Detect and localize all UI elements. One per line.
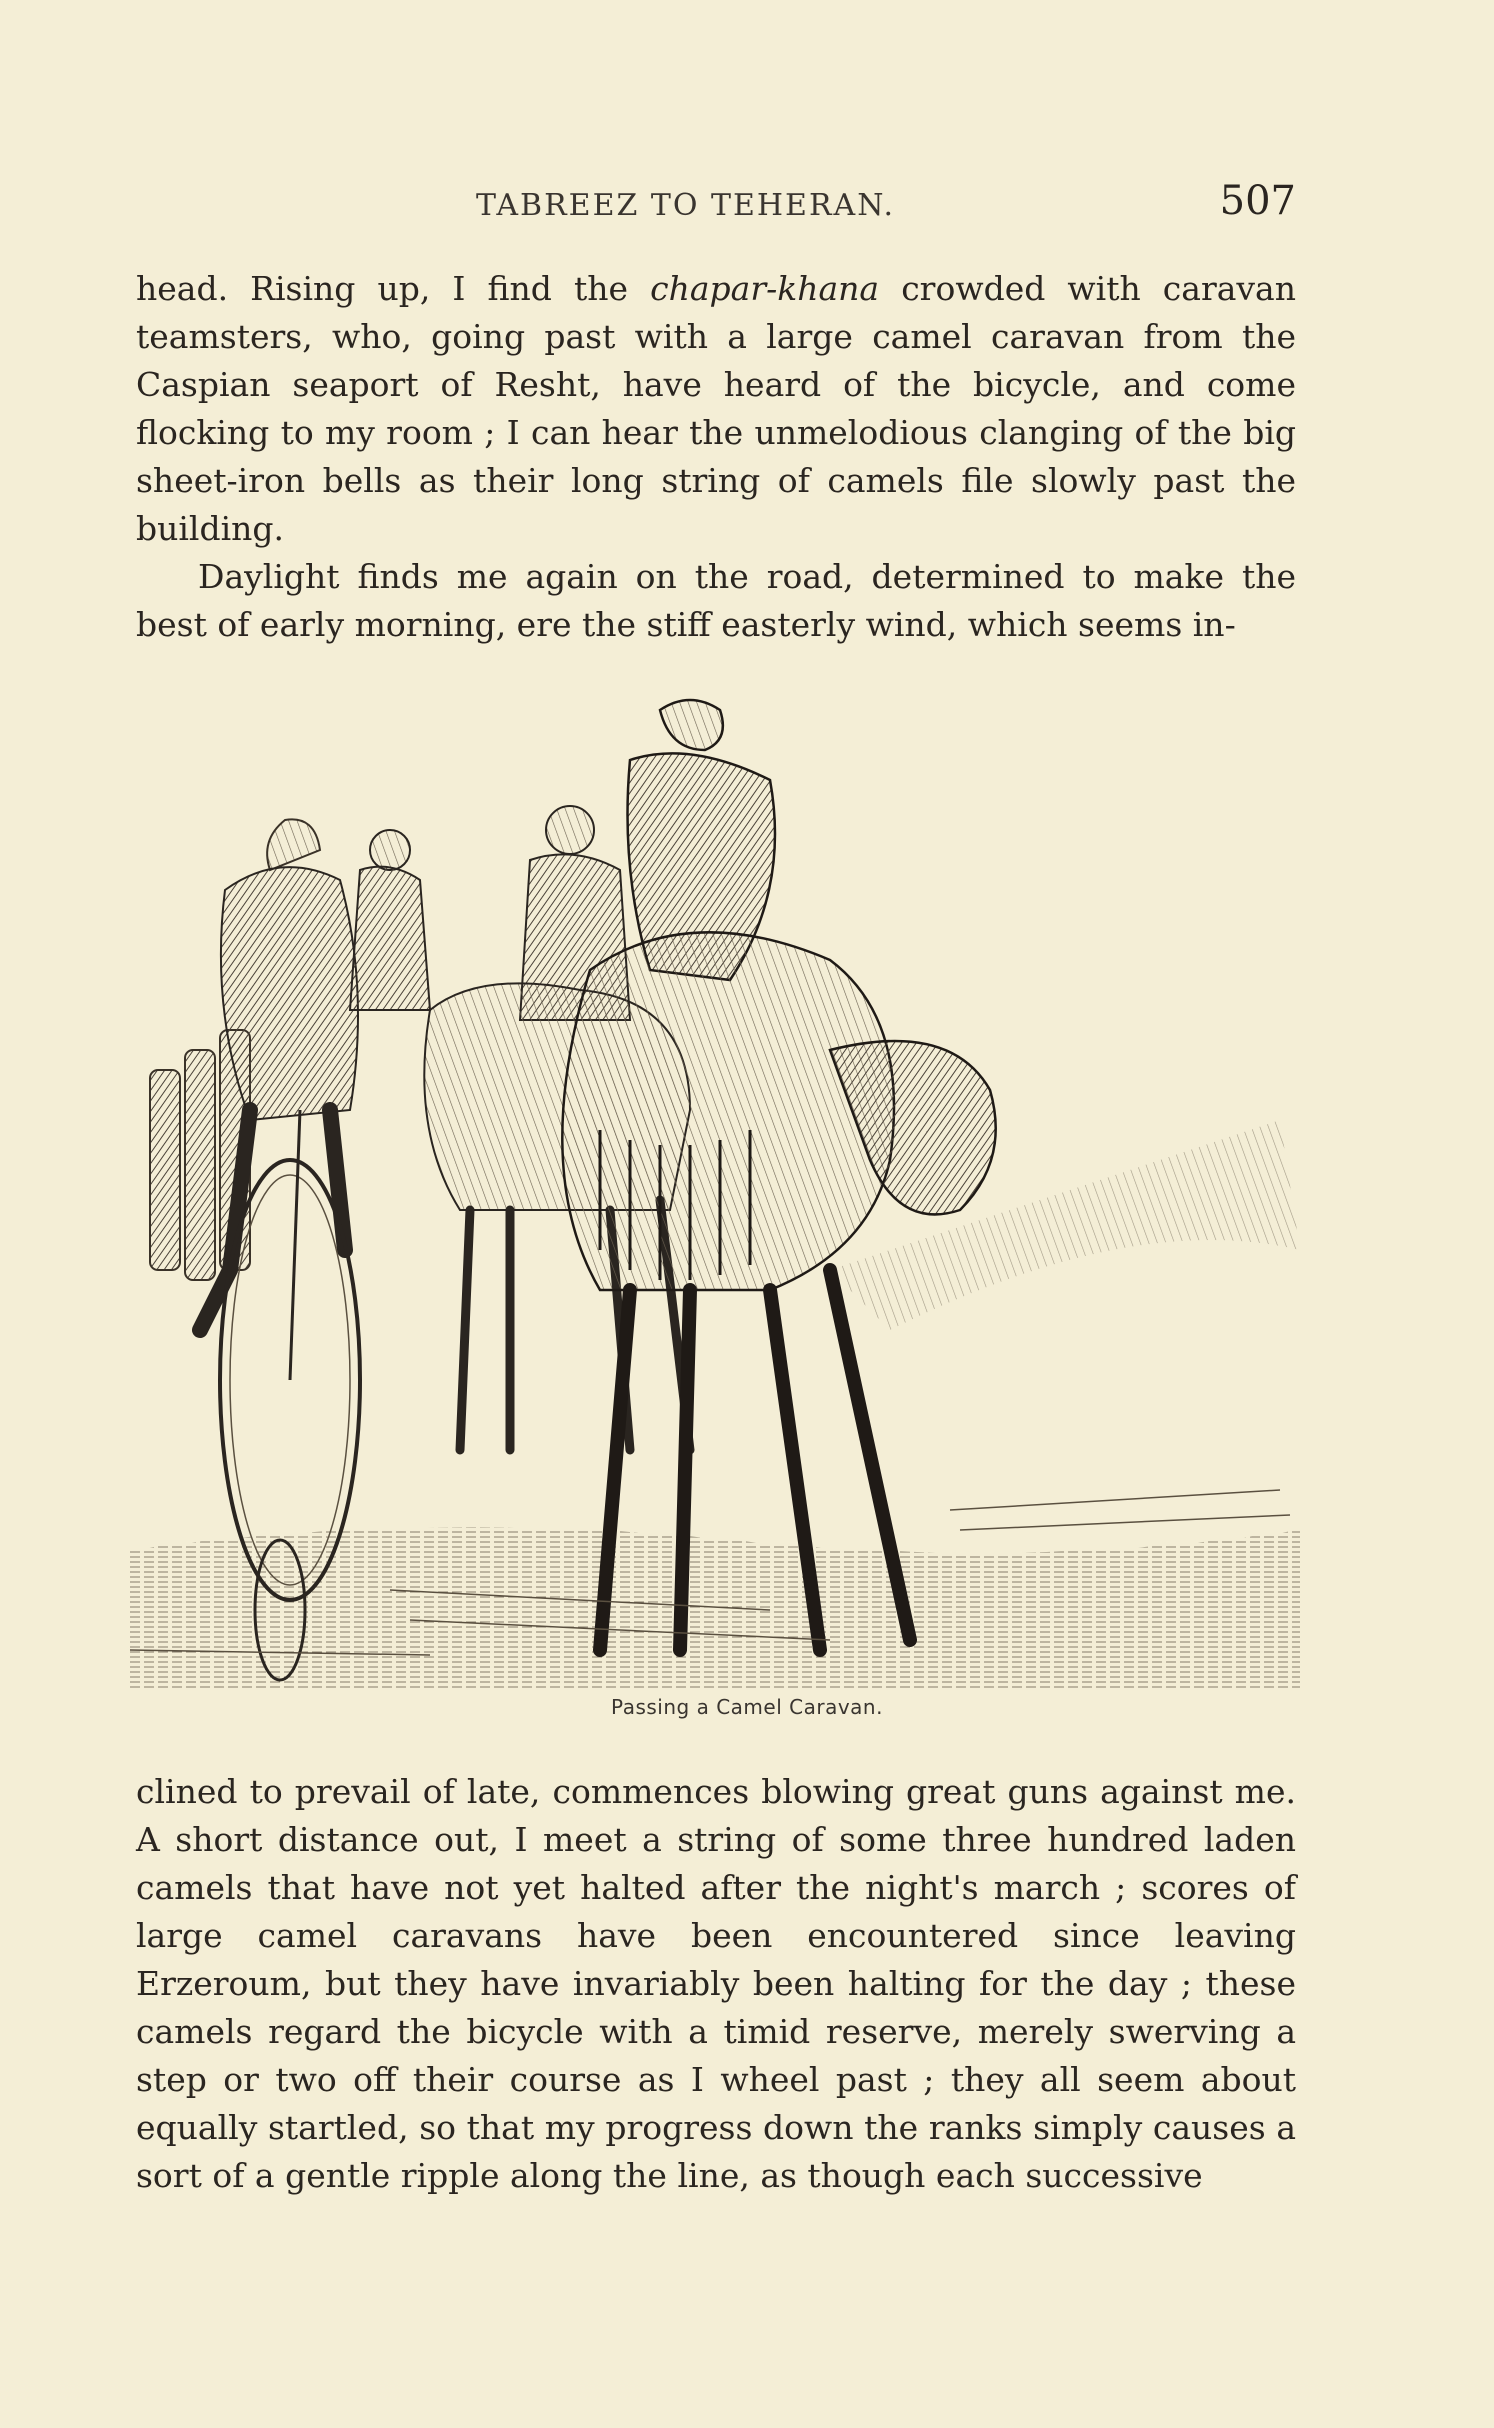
- page-number: 507: [1219, 178, 1296, 224]
- italic-term: chapar-khana: [650, 269, 880, 308]
- illustration-caption: Passing a Camel Caravan.: [611, 1695, 883, 1719]
- paragraph: Daylight finds me again on the road, determined to make the best of early morning, ere the stiff easterly wind, which seems in-: [136, 557, 1296, 644]
- camel-caravan-illustration: [130, 690, 1300, 1690]
- foreground-camel: [562, 700, 995, 1650]
- body-text-top: [136, 265, 1296, 649]
- page-header: [136, 178, 1296, 228]
- paragraph: head. Rising up, I find the chapar-khana crowded with caravan teamsters, who, going past with a large camel caravan from the Caspian seaport of Resht, have heard of the bicycle, and come flocking to my room ; I can hear the unmelodious clanging of the big sheet-iron bells as their long string of camels file slowly past the building.: [136, 269, 1296, 548]
- running-head: TABREEZ TO TEHERAN.: [476, 188, 896, 223]
- body-text-bottom: [136, 1768, 1296, 2200]
- paragraph: clined to prevail of late, commences blowing great guns against me. A short distance out, I meet a string of some three hundred laden camels that have not yet halted after the night's march ; scores of large camel caravans have been encountered since leaving Erzeroum, but they have invariably been halting for the day ; these camels regard the bicycle with a timid reserve, merely swerving a step or two off their course as I wheel past ; they all seem about equally startled, so that my progress down the ranks simply causes a sort of a gentle ripple along the line, as though each successive: [136, 1772, 1296, 2195]
